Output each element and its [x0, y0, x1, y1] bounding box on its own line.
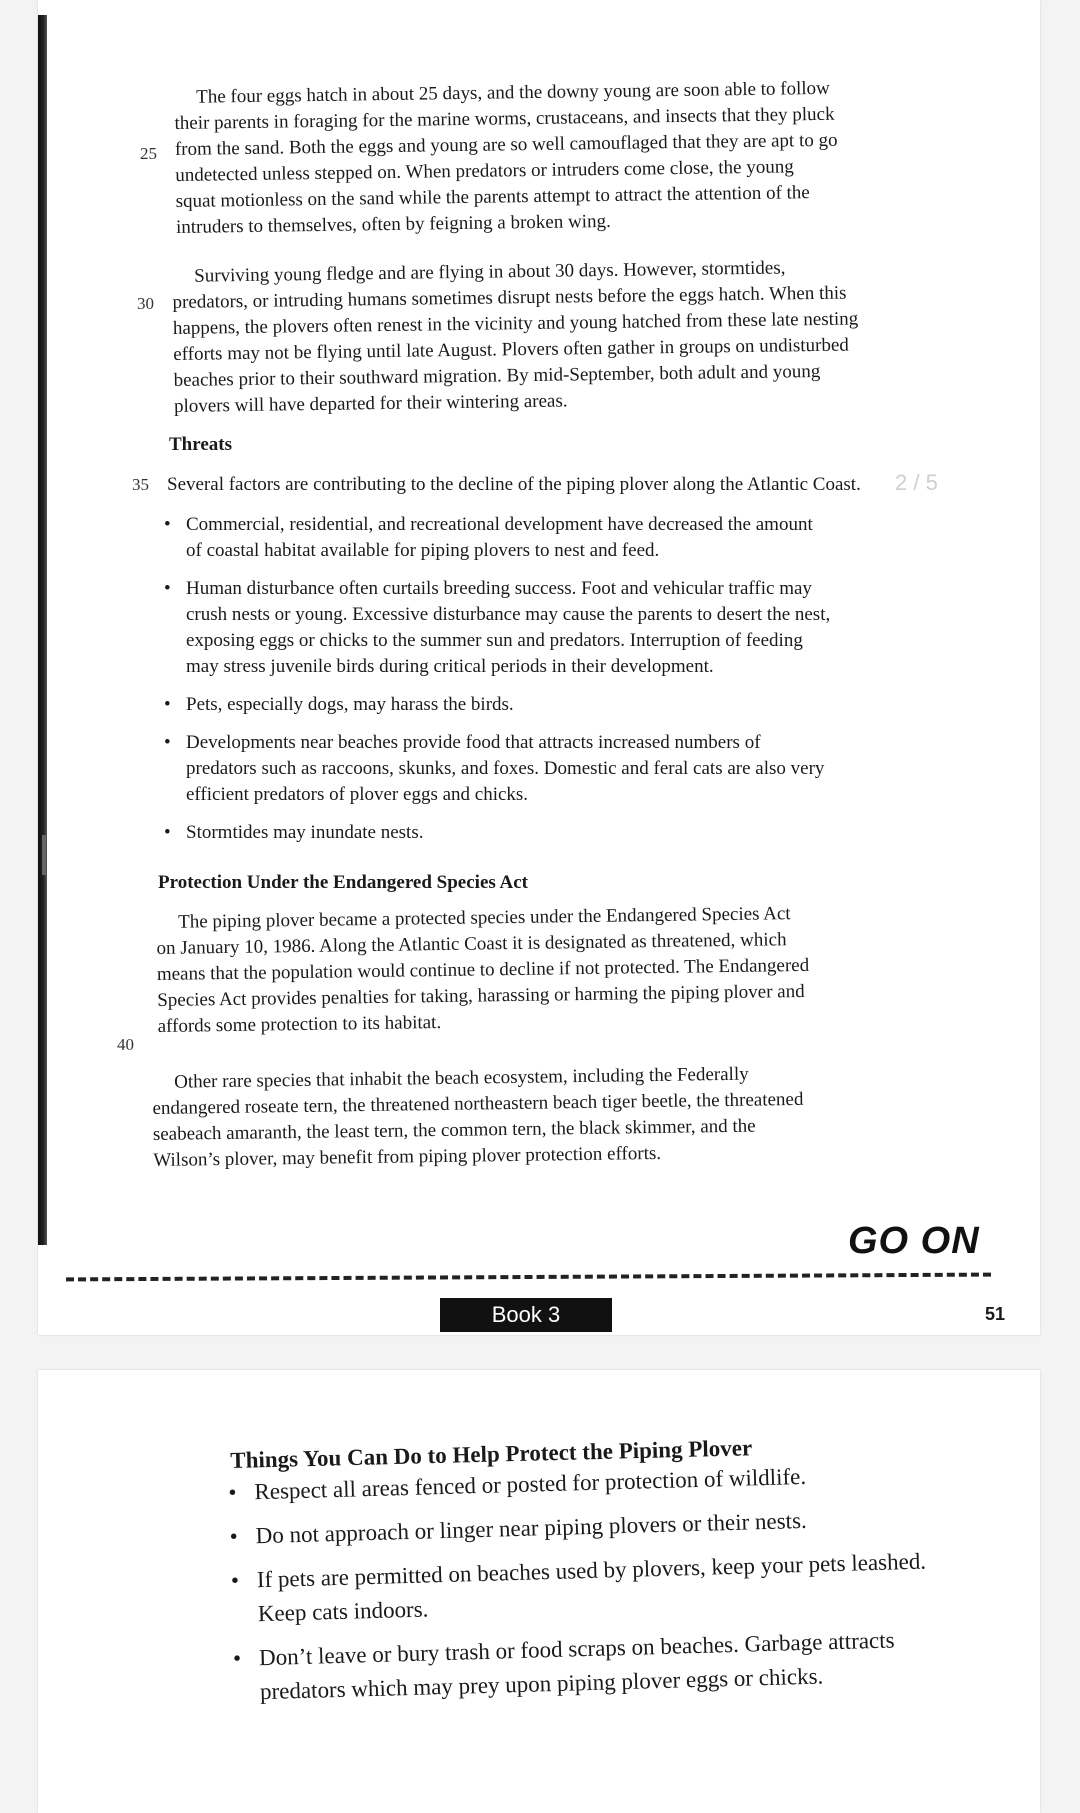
text-line: The piping plover became a protected species under the Endangered Species Act	[178, 903, 791, 933]
text-line: Do not approach or linger near piping plovers or their nests.	[255, 1507, 808, 1549]
text-line: efficient predators of plover eggs and chicks.	[186, 784, 529, 805]
page-binding-edge	[38, 15, 47, 1245]
list-item	[233, 1620, 1035, 1710]
paragraph-protection	[156, 898, 998, 1040]
threats-heading: Threats	[169, 434, 232, 455]
text-line: predators such as raccoons, skunks, and foxes. Domestic and feral cats are also very	[186, 758, 825, 779]
text-line: The four eggs hatch in about 25 days, and the downy young are soon able to follow	[196, 77, 830, 108]
bullet-icon: •	[230, 1567, 240, 1593]
text-line: beaches prior to their southward migration. By mid-September, both adult and young	[173, 360, 821, 391]
bullet-icon: •	[164, 732, 171, 753]
text-line: plovers will have departed for their wintering areas.	[173, 390, 568, 417]
paragraph-fledging	[172, 253, 994, 420]
text-line: Keep cats indoors.	[257, 1596, 429, 1627]
page-number: 51	[985, 1304, 1006, 1324]
threats-intro	[167, 472, 997, 498]
protection-heading: Protection Under the Endangered Species Act	[158, 872, 528, 893]
text-line: endangered roseate tern, the threatened northeastern beach tiger beetle, the threatened	[152, 1088, 804, 1119]
text-line: Several factors are contributing to the decline of the piping plover along the Atlantic Coast.	[167, 474, 861, 495]
go-on-label: GO ON	[848, 1220, 980, 1262]
binding-mark	[42, 835, 46, 875]
text-line: efforts may not be flying until late August. Plovers often gather in groups on undisturbed	[173, 334, 849, 365]
text-line: Wilson’s plover, may benefit from piping plover protection efforts.	[153, 1142, 662, 1171]
text-line: undetected unless stepped on. When predators or intruders come close, the young	[175, 156, 794, 186]
text-line: Stormtides may inundate nests.	[186, 822, 424, 843]
bullet-icon: •	[164, 514, 171, 535]
text-line: Developments near beaches provide food that attracts increased numbers of	[186, 732, 761, 753]
text-line: Other rare species that inhabit the beach ecosystem, including the Federally	[174, 1063, 749, 1093]
list-item	[164, 730, 994, 808]
text-line: Human disturbance often curtails breeding success. Foot and vehicular traffic may	[186, 578, 812, 599]
ghost-page-indicator: 2 / 5	[895, 470, 938, 495]
text-line: Don’t leave or bury trash or food scraps on beaches. Garbage attracts	[258, 1627, 895, 1671]
paragraph-hatching	[174, 74, 996, 241]
bullet-icon: •	[164, 694, 171, 715]
text-line: means that the population would continue to decline if not protected. The Endangered	[156, 954, 810, 985]
list-item	[164, 820, 994, 846]
text-line: predators which may prey upon piping plover eggs or chicks.	[259, 1663, 824, 1705]
text-line: Commercial, residential, and recreational development have decreased the amount	[186, 514, 813, 535]
line-number-35: 35	[132, 475, 149, 494]
line-number-30: 30	[137, 294, 154, 313]
book-label: Book 3	[440, 1298, 612, 1332]
text-line: of coastal habitat available for piping plovers to nest and feed.	[186, 540, 660, 561]
text-line: on January 10, 1986. Along the Atlantic Coast it is designated as threatened, which	[156, 929, 787, 959]
protect-tips-heading: Things You Can Do to Help Protect the Piping Plover	[230, 1435, 753, 1473]
text-line: If pets are permitted on beaches used by plovers, keep your pets leashed.	[256, 1548, 927, 1593]
list-item	[230, 1542, 1032, 1632]
list-item	[164, 692, 994, 718]
text-line: squat motionless on the sand while the parents attempt to attract the attention of the	[175, 182, 810, 212]
list-item	[164, 512, 994, 564]
threats-list	[164, 512, 994, 858]
text-line: intruders to themselves, often by feigning a broken wing.	[175, 210, 611, 238]
text-line: predators, or intruding humans sometimes disrupt nests before the eggs hatch. When this	[172, 282, 847, 313]
text-line: may stress juvenile birds during critical periods in their development.	[186, 656, 714, 677]
text-line: affords some protection to its habitat.	[157, 1012, 442, 1037]
bullet-icon: •	[164, 822, 171, 843]
bullet-icon: •	[232, 1645, 242, 1671]
text-line: from the sand. Both the eggs and young are so well camouflaged that they are apt to go	[174, 129, 838, 160]
text-line: Pets, especially dogs, may harass the birds.	[186, 694, 514, 715]
list-item	[164, 576, 994, 680]
text-line: happens, the plovers often renest in the vicinity and young hatched from these late nesting	[172, 308, 859, 339]
text-line: Respect all areas fenced or posted for protection of wildlife.	[254, 1463, 807, 1505]
bullet-icon: •	[229, 1523, 239, 1549]
text-line: crush nests or young. Excessive disturbance may cause the parents to desert the nest,	[186, 604, 831, 625]
text-line: exposing eggs or chicks to the summer sun and predators. Interruption of feeding	[186, 630, 803, 651]
text-line: seabeach amaranth, the least tern, the common tern, the black skimmer, and the	[152, 1115, 756, 1145]
line-number-25: 25	[140, 144, 157, 163]
bullet-icon: •	[228, 1479, 237, 1505]
protect-tips-list	[228, 1454, 1035, 1720]
text-line: their parents in foraging for the marine worms, crustaceans, and insects that they pluck	[174, 103, 835, 134]
text-line: Surviving young fledge and are flying in about 30 days. However, stormtides,	[194, 257, 786, 287]
paragraph-other-species	[152, 1058, 998, 1174]
line-number-40: 40	[117, 1035, 134, 1054]
text-line: Species Act provides penalties for taking, harassing or harming the piping plover and	[157, 980, 805, 1011]
bullet-icon: •	[164, 578, 171, 599]
